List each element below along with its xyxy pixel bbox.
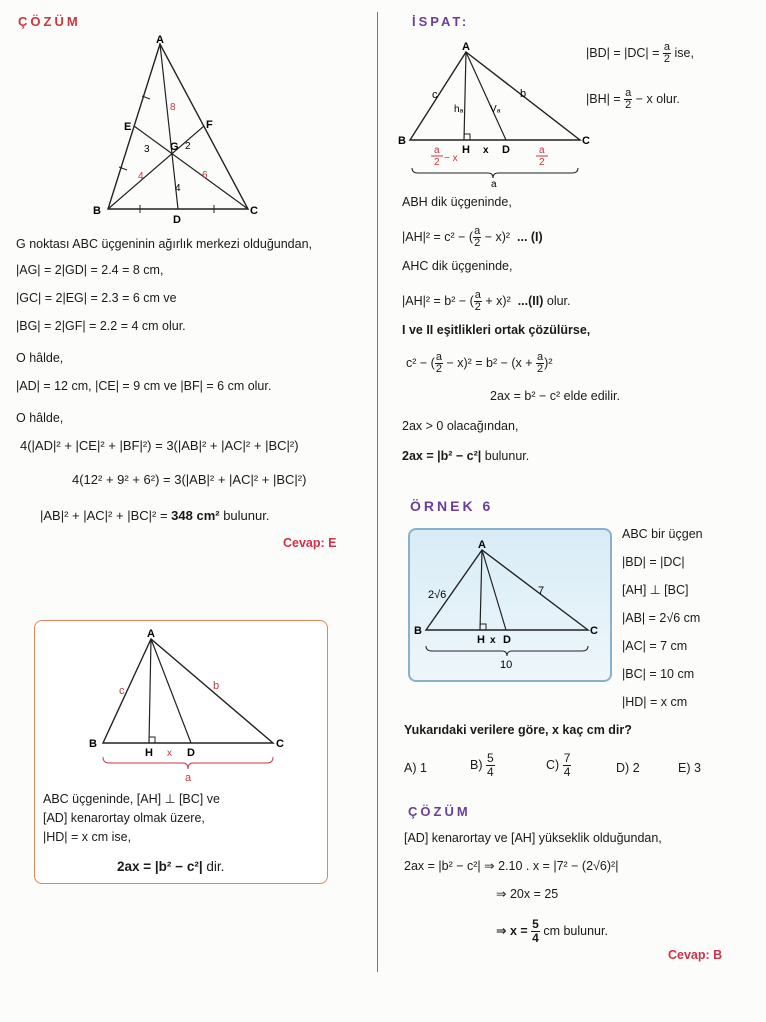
label-b: b: [213, 680, 220, 692]
given-line: |BC| = 10 cm: [622, 667, 695, 681]
result-1: 2ax = b² − c² elde edilir.: [490, 389, 620, 403]
given-line: |BD| = |DC|: [622, 555, 685, 569]
answer-label-2: Cevap: B: [668, 948, 723, 962]
given-line: |AB| = 2√6 cm: [622, 611, 701, 625]
svg-text:b: b: [520, 88, 527, 100]
svg-text:a: a: [434, 145, 440, 156]
option-b[interactable]: B) $\frac{5}{4}$: [470, 751, 494, 779]
text-line: |AD| = 12 cm, |CE| = 9 cm ve |BF| = 6 cm olur.: [16, 379, 272, 393]
ahc-text: AHC dik üçgeninde,: [402, 259, 513, 273]
label-D: D: [187, 747, 195, 759]
equation-I: |AH|² = c² − ( $\frac{a}{2}$ − x)² ... (I): [402, 225, 543, 249]
svg-text:c: c: [432, 89, 438, 101]
label-G: G: [170, 141, 179, 153]
svg-text:D: D: [503, 634, 511, 646]
example-figure: [410, 530, 610, 680]
svg-text:A: A: [462, 41, 470, 53]
given-bd-dc: |BD| = |DC| = $\frac{a}{2}$ ise,: [586, 41, 694, 65]
text-line: |GC| = 2|EG| = 2.3 = 6 cm ve: [16, 291, 177, 305]
label-F: F: [206, 119, 213, 131]
equation-combined: c² − ( $\frac{a}{2}$ − x)² = b² − (x + $\frac{a}{2}$ )²: [406, 351, 553, 375]
svg-text:− x: − x: [444, 153, 458, 164]
box-line: |HD| = x cm ise,: [43, 830, 132, 844]
given-line: [AH] ⊥ [BC]: [622, 583, 689, 597]
svg-text:10: 10: [500, 659, 513, 671]
equation-2: 4(12² + 9² + 6²) = 3(|AB|² + |AC|² + |BC|²): [72, 472, 307, 487]
result-2: 2ax = |b² − c²| bulunur.: [402, 449, 530, 463]
column-divider: [377, 12, 378, 972]
svg-text:a: a: [539, 145, 545, 156]
equation-1: 4(|AD|² + |CE|² + |BF|²) = 3(|AB|² + |AC|² + |BC|²): [20, 438, 299, 453]
box-line: [AD] kenarortay olmak üzere,: [43, 811, 205, 825]
svg-text:H: H: [462, 144, 470, 156]
centroid-figure: [90, 34, 270, 224]
svg-text:x: x: [490, 635, 496, 646]
given-line: |AC| = 7 cm: [622, 639, 688, 653]
text-line: |AG| = 2|GD| = 2.4 = 8 cm,: [16, 263, 164, 277]
solution-line: 2ax = |b² − c²| ⇒ 2.10 . x = |7² − (2√6)²|: [404, 859, 619, 873]
example-heading: ÖRNEK 6: [410, 498, 494, 514]
label-A: A: [147, 628, 155, 640]
solution-result: ⇒ x = $\frac{5}{4}$ cm bulunur.: [496, 917, 608, 945]
seg-BG: 4: [138, 171, 144, 182]
seg-EG: 3: [144, 144, 150, 155]
svg-text:C: C: [582, 135, 590, 147]
theorem-formula: 2ax = |b² − c²| dir.: [117, 859, 225, 874]
option-a[interactable]: A) 1: [404, 761, 427, 775]
label-x: x: [167, 748, 172, 759]
label-E: E: [124, 121, 132, 133]
proof-figure: [398, 40, 588, 190]
combine-text: I ve II eşitlikleri ortak çözülürse,: [402, 323, 591, 337]
svg-text:C: C: [590, 625, 598, 637]
text-line: O hâlde,: [16, 351, 64, 365]
equation-3: |AB|² + |AC|² + |BC|² = 348 cm² bulunur.: [40, 508, 270, 523]
option-d[interactable]: D) 2: [616, 761, 640, 775]
svg-text:B: B: [398, 135, 406, 147]
theorem-box: [34, 620, 328, 884]
label-B: B: [93, 205, 101, 217]
seg-AG: 8: [170, 102, 176, 113]
label-C: C: [276, 738, 284, 750]
svg-text:B: B: [414, 625, 422, 637]
solution-line: [AD] kenarortay ve [AH] yükseklik olduğundan,: [404, 831, 662, 845]
equation-II: |AH|² = b² − ( $\frac{a}{2}$ + x)² ...(II) olur.: [402, 289, 571, 313]
svg-text:a: a: [491, 179, 497, 190]
text-line: G noktası ABC üçgeninin ağırlık merkezi olduğundan,: [16, 237, 313, 251]
theorem-figure: [83, 629, 313, 789]
seg-GC: 6: [202, 170, 208, 181]
label-a: a: [185, 772, 192, 784]
given-line: ABC bir üçgen: [622, 527, 703, 541]
label-B: B: [89, 738, 97, 750]
box-line: ABC üçgeninde, [AH] ⊥ [BC] ve: [43, 792, 220, 806]
note-text: 2ax > 0 olacağından,: [402, 419, 519, 433]
option-c[interactable]: C) $\frac{7}{4}$: [546, 751, 571, 779]
label-A: A: [156, 34, 164, 46]
text-line: O hâlde,: [16, 411, 64, 425]
label-H: H: [145, 747, 153, 759]
given-bh: |BH| = $\frac{a}{2}$ − x olur.: [586, 87, 680, 111]
label-C: C: [250, 205, 258, 217]
svg-text:2√6: 2√6: [428, 589, 447, 601]
proof-heading: İSPAT:: [412, 14, 470, 29]
solution-heading-2: ÇÖZÜM: [408, 804, 471, 819]
svg-text:7: 7: [538, 585, 545, 597]
svg-text:x: x: [483, 145, 489, 156]
solution-heading: ÇÖZÜM: [18, 14, 81, 29]
label-D: D: [173, 214, 181, 226]
answer-label: Cevap: E: [283, 536, 337, 550]
question-text: Yukarıdaki verilere göre, x kaç cm dir?: [404, 723, 632, 737]
svg-text:H: H: [477, 634, 485, 646]
svg-text:2: 2: [434, 157, 440, 168]
example-figure-box: [408, 528, 612, 682]
svg-text:D: D: [502, 144, 510, 156]
abh-text: ABH dik üçgeninde,: [402, 195, 512, 209]
svg-text:2: 2: [539, 157, 545, 168]
svg-text:A: A: [478, 539, 486, 551]
given-line: |HD| = x cm: [622, 695, 688, 709]
label-c: c: [119, 685, 125, 697]
seg-GF: 2: [185, 141, 191, 152]
text-line: |BG| = 2|GF| = 2.2 = 4 cm olur.: [16, 319, 186, 333]
svg-text:hₐ: hₐ: [454, 104, 464, 115]
solution-line: ⇒ 20x = 25: [496, 887, 559, 901]
seg-GD: 4: [175, 183, 181, 194]
option-e[interactable]: E) 3: [678, 761, 701, 775]
svg-text:Vₐ: Vₐ: [490, 104, 501, 115]
